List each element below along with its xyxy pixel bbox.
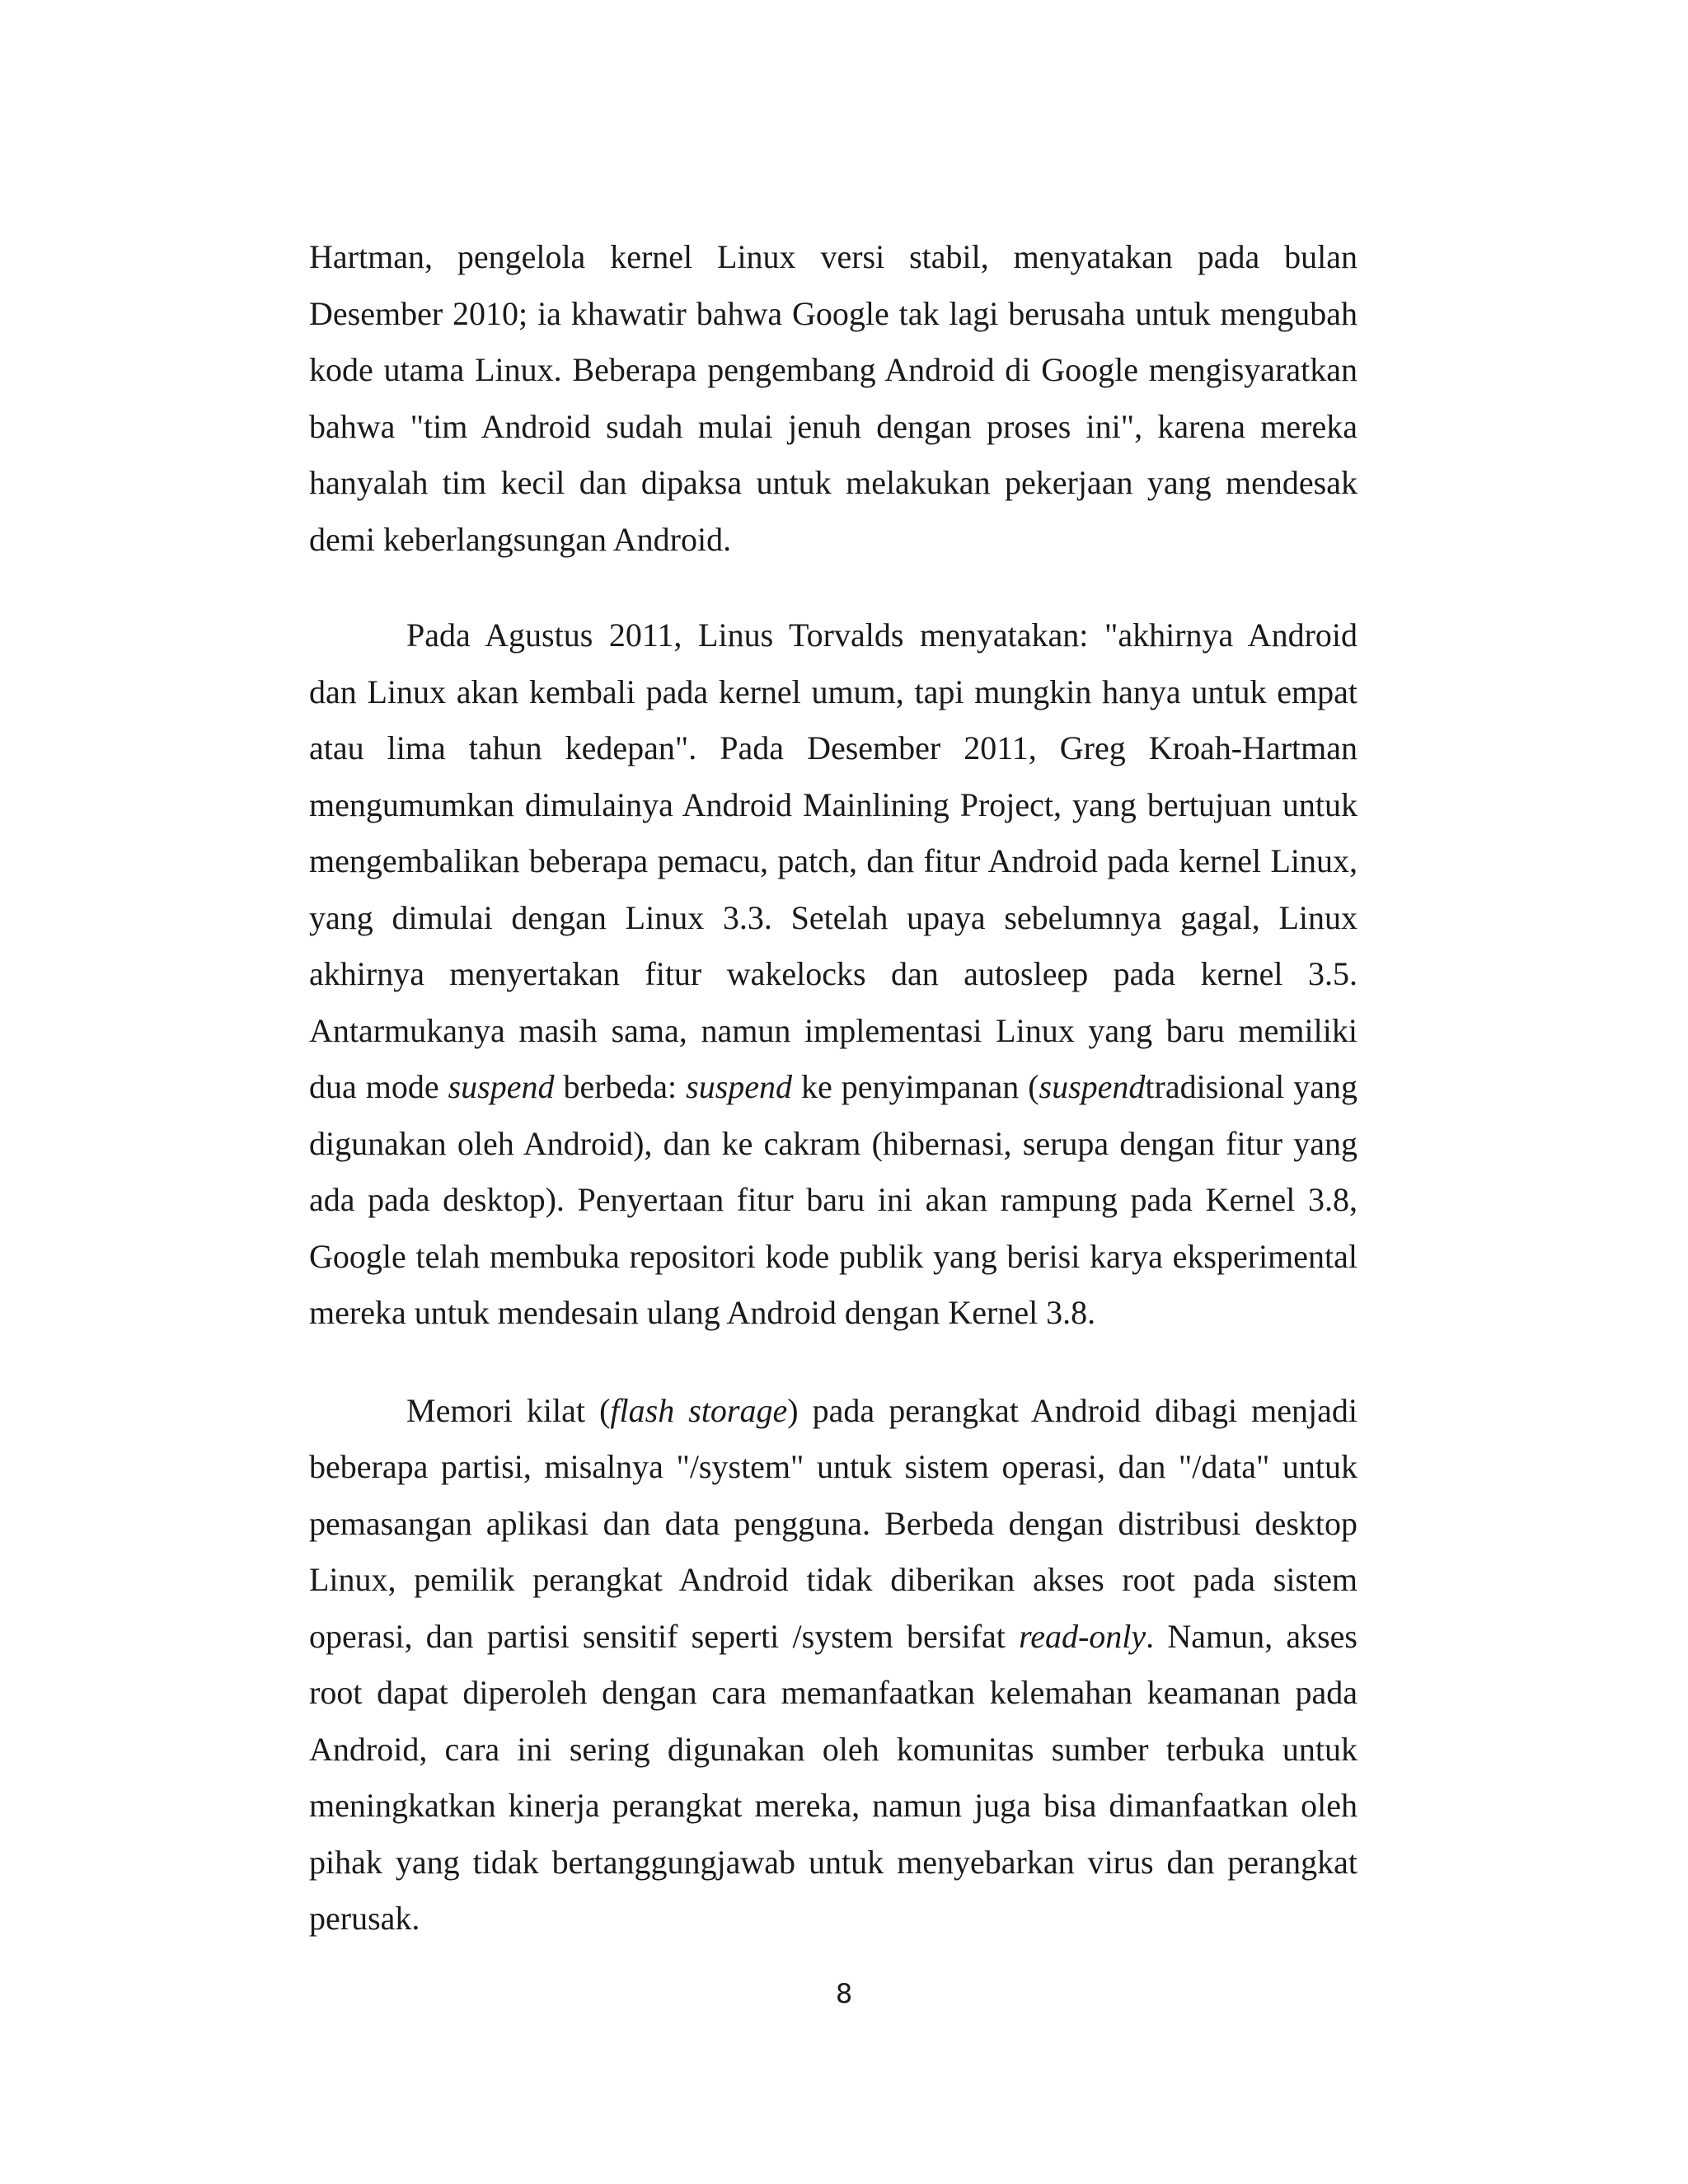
paragraph-2-text-c: ke penyimpanan ( <box>792 1068 1039 1105</box>
paragraph-3-text-b: ) pada perangkat Android dibagi menjadi beberapa partisi, misalnya "/system" untuk sistem operasi, dan "/data" untuk pemasangan aplikasi dan data pengguna. Berbeda dengan distribusi desktop Linux, pemilik perangkat Android tidak diberikan akses root pada sistem operasi, dan partisi sensitif seperti /system bersifat <box>309 1391 1358 1655</box>
document-body <box>309 229 1357 1947</box>
italic-term-flash-storage: flash storage <box>610 1391 788 1429</box>
paragraph-2-text-a: Pada Agustus 2011, Linus Torvalds menyatakan: "akhirnya Android dan Linux akan kembali pada kernel umum, tapi mungkin hanya untuk empat atau lima tahun kedepan". Pada Desember 2011, Greg Kroah-Hartman mengumumkan dimulainya Android Mainlining Project, yang bertujuan untuk mengembalikan beberapa pemacu, patch, dan fitur Android pada kernel Linux, yang dimulai dengan Linux 3.3. Setelah upaya sebelumnya gagal, Linux akhirnya menyertakan fitur wakelocks dan autosleep pada kernel 3.5. Antarmukanya masih sama, namun implementasi Linux yang baru memiliki dua mode <box>309 616 1357 1105</box>
paragraph-3-text-a: Memori kilat ( <box>406 1391 611 1429</box>
italic-term-suspend: suspend <box>686 1068 793 1105</box>
paragraph-3-text-c: . Namun, akses root dapat diperoleh dengan cara memanfaatkan kelemahan keamanan pada Android, cara ini sering digunakan oleh komunitas sumber terbuka untuk meningkatkan kinerja perangkat mereka, namun juga bisa dimanfaatkan oleh pihak yang tidak bertanggungjawab untuk menyebarkan virus dan perangkat perusak. <box>309 1617 1357 1937</box>
italic-term-suspend: suspend <box>1039 1068 1146 1105</box>
page-number: 8 <box>835 1978 853 2009</box>
paragraph-2-text-b: berbeda: <box>554 1068 687 1105</box>
paragraph-2 <box>309 607 1357 1342</box>
italic-term-suspend: suspend <box>448 1068 555 1105</box>
italic-term-read-only: read-only <box>1019 1617 1146 1655</box>
paragraph-3 <box>309 1383 1357 1947</box>
paragraph-1 <box>309 229 1357 568</box>
paragraph-1-text: Hartman, pengelola kernel Linux versi stabil, menyatakan pada bulan Desember 2010; ia khawatir bahwa Google tak lagi berusaha untuk mengubah kode utama Linux. Beberapa pengembang Android di Google mengisyaratkan bahwa "tim Android sudah mulai jenuh dengan proses ini", karena mereka hanyalah tim kecil dan dipaksa untuk melakukan pekerjaan yang mendesak demi keberlangsungan Android. <box>309 238 1357 558</box>
paragraph-2-text-d: tradisional yang digunakan oleh Android), dan ke cakram (hibernasi, serupa dengan fitur yang ada pada desktop). Penyertaan fitur baru ini akan rampung pada Kernel 3.8, Google telah membuka repositori kode publik yang berisi karya eksperimental mereka untuk mendesain ulang Android dengan Kernel 3.8. <box>309 1068 1357 1331</box>
